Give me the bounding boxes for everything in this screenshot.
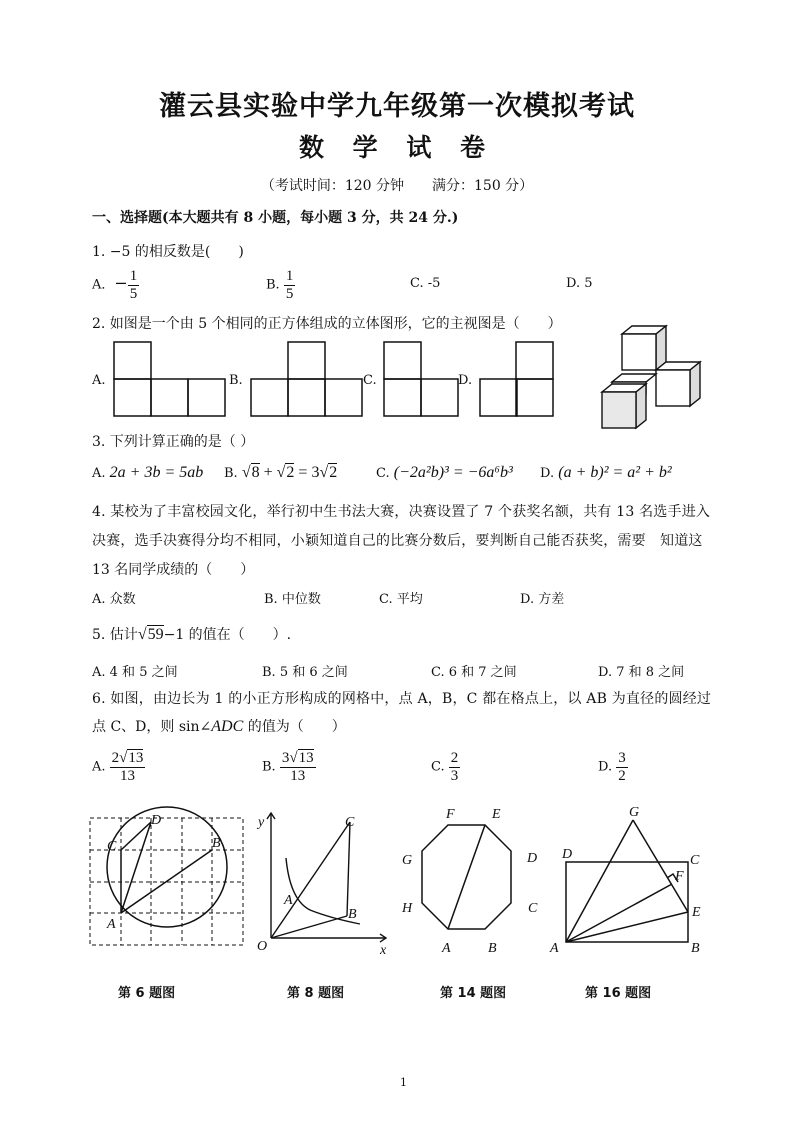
fig6-label-b: B	[212, 836, 221, 851]
fig14-label-g: G	[402, 853, 413, 868]
q2-option-c-label: C.	[363, 373, 377, 388]
section-heading: 一、选择题(本大题共有 8 小题，每小题 3 分，共 24 分.)	[92, 210, 459, 226]
fig8-caption: 第 8 题图	[287, 986, 345, 1001]
q1-a-den: 5	[129, 285, 138, 302]
q5-stem: 5. 估计√59−1 的值在（ ）.	[92, 626, 292, 643]
q6-b-label: B.	[262, 759, 276, 775]
fig14-label-a: A	[442, 941, 451, 956]
fig6-caption: 第 6 题图	[118, 986, 176, 1001]
fig6-label-c: C	[107, 839, 117, 854]
fig14-label-c: C	[528, 901, 538, 916]
q1-option-c: C. -5	[410, 276, 441, 291]
q6-a-label: A.	[92, 759, 106, 775]
q6-b-rad: 13	[298, 750, 314, 766]
fig6-label-a: A	[107, 917, 116, 932]
q3-a-expr: 2a + 3b = 5ab	[109, 464, 204, 481]
q6-line2-pre: 点 C、D，则 sin∠	[92, 719, 212, 735]
fig14-label-h: H	[402, 901, 413, 916]
fig16-label-a: A	[550, 941, 559, 956]
q4-line2: 决赛，选手决赛得分均不相同，小颖知道自己的比赛分数后，要判断自己能否获奖，需要 知道这	[92, 533, 703, 549]
q6-d-den: 2	[618, 767, 626, 784]
q3-b-label: B.	[224, 466, 238, 481]
q3-b-coef: 3	[311, 464, 320, 481]
q3-c-label: C.	[376, 466, 390, 481]
fig16-caption: 第 16 题图	[585, 986, 652, 1001]
fig8-label-a: A	[284, 893, 293, 908]
q1-a-label: A．	[92, 277, 115, 293]
q5-option-b: B. 5 和 6 之间	[262, 665, 348, 680]
q1-b-num: 1	[285, 268, 294, 284]
q5-radicand: 59	[147, 626, 164, 643]
exam-title: 灌云县实验中学九年级第一次模拟考试	[159, 91, 635, 122]
q5-option-c: C. 6 和 7 之间	[431, 665, 517, 680]
fig8-label-y: y	[258, 815, 265, 830]
q4-option-a: A. 众数	[92, 592, 136, 607]
page-number: 1	[400, 1076, 407, 1089]
fig16-label-e: E	[692, 905, 701, 920]
exam-info: （考试时间：120 分钟 满分：150 分）	[260, 178, 534, 194]
q5-option-d: D. 7 和 8 之间	[598, 665, 685, 680]
q6-b-coef: 3	[281, 750, 290, 766]
q6-a-fraction: $\frac{2√13}{13}$	[111, 750, 144, 784]
fig8-label-o: O	[257, 939, 268, 954]
q3-b-rad2: 2	[286, 464, 295, 481]
q1-a-num: 1	[129, 268, 138, 284]
q6-c-num: 2	[450, 750, 459, 766]
q6-c-label: C.	[431, 759, 445, 775]
q3-d-expr: (a + b)² = a² + b²	[558, 464, 672, 481]
q6-b-fraction: $\frac{3√13}{13}$	[281, 750, 314, 784]
q6-line2-post: 的值为（ ）	[243, 719, 346, 735]
fig16-diagram	[549, 805, 701, 956]
q1-b-label: B.	[266, 277, 280, 293]
q2-option-d-label: D.	[458, 373, 473, 388]
fig8-diagram	[256, 813, 387, 958]
q3-d-label: D.	[540, 466, 555, 481]
q3-option-b: B. √8 + √2 = 3√2	[224, 464, 338, 481]
q3-c-expr: (−2a²b)³ = −6a⁶b³	[393, 464, 513, 481]
q6-a-den: 13	[120, 767, 136, 784]
q6-line2-var: ADC	[211, 718, 244, 735]
fig8-label-b: B	[348, 907, 357, 922]
q3-stem: 3. 下列计算正确的是（ ）	[92, 434, 255, 450]
q2-option-b-label: B.	[229, 373, 243, 388]
q4-option-c: C. 平均	[379, 592, 423, 607]
q6-d-num: 3	[618, 750, 626, 766]
subject-title: 数 学 试 卷	[298, 133, 496, 162]
q1-option-d: D. 5	[566, 276, 593, 291]
fig6-label-d: D	[151, 813, 162, 828]
q5-stem-pre: 5. 估计	[92, 627, 138, 643]
q4-line1: 4. 某校为了丰富校园文化，举行初中生书法大赛，决赛设置了 7 个获奖名额，共有 13 名选手进入	[92, 504, 711, 520]
q1-b-den: 5	[285, 285, 294, 302]
fig16-label-f: F	[675, 869, 684, 884]
fig14-label-e: E	[492, 807, 501, 822]
q4-line3: 13 名同学成绩的（ ）	[92, 562, 255, 578]
q6-b-den: 13	[290, 767, 306, 784]
q3-a-label: A.	[92, 466, 106, 481]
fig14-label-f: F	[446, 807, 455, 822]
fig6-diagram	[90, 807, 243, 945]
q1-a-sign: −	[114, 273, 128, 293]
q3-b-rad1: 8	[251, 464, 260, 481]
fig16-label-d: D	[562, 847, 573, 862]
fig8-label-c: C	[345, 815, 355, 830]
q5-option-a: A. 4 和 5 之间	[92, 665, 178, 680]
q2-option-a-label: A.	[92, 373, 106, 388]
q5-stem-post: −1 的值在（ ）.	[163, 627, 292, 643]
q4-option-b: B. 中位数	[264, 592, 321, 607]
fig14-diagram	[401, 807, 538, 956]
q1-stem: 1. −5 的相反数是( )	[92, 244, 244, 260]
q6-line1: 6. 如图，由边长为 1 的小正方形构成的网格中，点 A，B，C 都在格点上，以 AB 为直径的圆经过	[92, 691, 712, 707]
q6-c-den: 3	[450, 767, 459, 784]
q2-stem: 2. 如图是一个由 5 个相同的正方体组成的立体图形，它的主视图是（ ）	[92, 316, 562, 332]
fig16-label-g: G	[629, 805, 640, 820]
fig16-label-b: B	[691, 941, 700, 956]
fig16-label-c: C	[690, 853, 700, 868]
q6-a-rad: 13	[128, 750, 144, 766]
q4-option-d: D. 方差	[520, 592, 565, 607]
q6-a-coef: 2	[111, 750, 120, 766]
fig8-label-x: x	[380, 943, 387, 958]
fig14-label-d: D	[527, 851, 538, 866]
q3-b-rad3: 2	[329, 464, 338, 481]
q6-d-label: D.	[598, 759, 613, 775]
fig14-caption: 第 14 题图	[440, 986, 507, 1001]
fig14-label-b: B	[488, 941, 497, 956]
